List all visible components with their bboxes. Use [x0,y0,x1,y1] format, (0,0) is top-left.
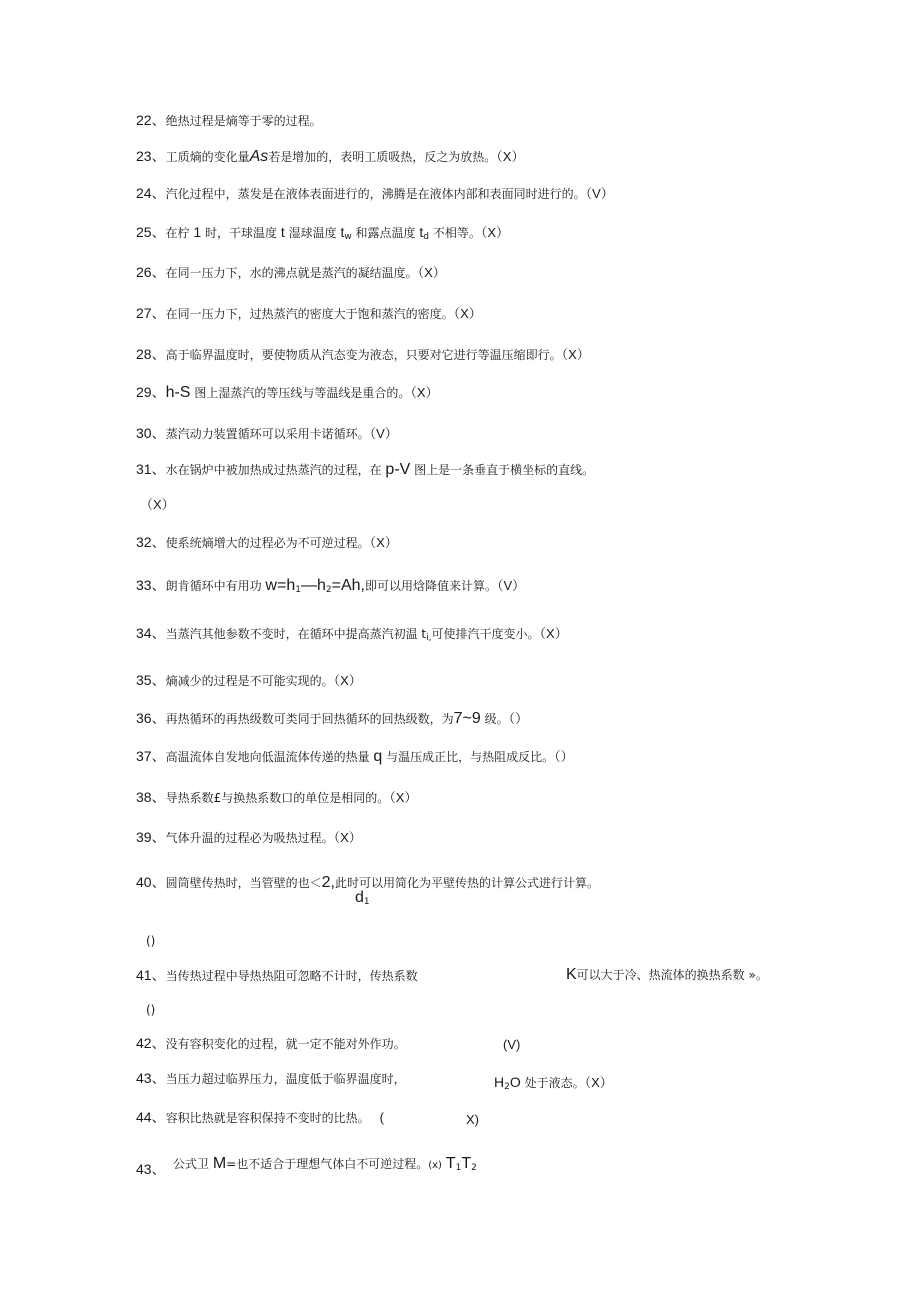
variable: q [373,748,383,765]
subscript: i, [426,633,432,643]
question-number: 44、 [136,1109,166,1125]
question-text-cont: 可以大于冷、热流体的换热系数 »。 [576,968,768,982]
variable: K [566,966,577,983]
question-text: 公式卫 [173,1157,210,1171]
question-number: 32、 [136,534,166,550]
question-number: 36、 [136,710,166,726]
question-number: 25、 [136,224,166,240]
answer-mark: （X） [584,1075,613,1090]
question-number: 42、 [136,1035,166,1051]
question-text: 水在锅炉中被加热成过热蒸汽的过程，在 [165,463,382,477]
question-text-cont: 和露点温度 [355,226,416,240]
question-text-cont: 时，干球温度 [205,226,278,240]
question-23 [136,147,524,166]
question-30 [136,424,398,443]
variable: T [461,1155,472,1172]
question-43 [136,1069,406,1088]
question-number: 29、 [136,384,166,400]
answer-41 [146,1001,155,1019]
question-42 [136,1034,406,1053]
question-text: 圆筒壁传热时，当管壁的也＜ [165,876,322,890]
answer-mark: () [146,934,156,948]
question-25 [136,223,509,246]
question-text: 在同一压力下，过热蒸汽的密度大于饱和蒸汽的密度。 [165,307,454,321]
question-27 [136,304,482,323]
question-35 [136,671,362,690]
answer-42 [503,1036,520,1054]
answer-mark: （） [508,711,529,726]
variable: h-S [165,384,191,401]
variable: 2, [321,874,335,891]
answer-mark-open: ( [379,1110,384,1125]
answer-mark: （X） [539,626,568,641]
question-text: 汽化过程中，蒸发是在液体表面进行的，沸腾是在液体内部和表面同时进行的。 [165,187,586,201]
variable: As [249,148,269,165]
answer-44 [466,1111,479,1129]
question-text: 朗肯循环中有用功 [165,579,262,593]
question-text: 导热系数£与换热系数口的单位是相同的。 [165,791,390,805]
answer-mark: （X） [333,830,362,845]
question-text: 高于临界温度时，要使物质从汽态变为液态，只要对它进行等温压缩即行。 [165,348,562,362]
answer-mark: (x) [428,1160,442,1171]
question-text-cont: 与温压成正比，与热阻成反比。 [386,750,555,764]
question-24 [136,184,614,203]
answer-mark: （V） [585,186,614,201]
question-43-cont [494,1073,613,1096]
question-text: 容积比热就是容积保持不变时的比热。 [165,1111,370,1125]
answer-mark: （V） [369,426,398,441]
question-number: 38、 [136,789,166,805]
question-22 [136,111,322,130]
subscript: 2 [325,585,332,595]
answer-31 [140,496,175,514]
question-number: 24、 [136,185,166,201]
variable: O [509,1074,521,1090]
formula: =Ah, [331,577,365,594]
question-36 [136,709,528,728]
question-text: 使系统熵增大的过程必为不可逆过程。 [165,536,370,550]
subscript: 1 [295,585,301,595]
question-text: 当传热过程中导热热阻可忽略不计时，传热系数 [165,969,418,983]
subscript: w [344,232,352,242]
formula: w=h [265,577,296,594]
variable: t [280,224,285,240]
question-text-cont: 即可以用焓降值来计算。 [364,579,497,593]
question-34 [136,624,568,647]
question-number: 23、 [136,148,166,164]
question-text-cont: 图上是一条垂直于横坐标的直线。 [414,463,595,477]
question-text: 再热循环的再热级数可类同于回热循环的回热级数，为 [165,712,454,726]
variable: 7~9 [453,710,481,727]
question-text: 气体升温的过程必为吸热过程。 [165,831,334,845]
question-39 [136,828,362,847]
question-28 [136,345,590,364]
answer-mark: （X） [561,347,590,362]
answer-mark: (V) [503,1037,521,1052]
question-text-cont: 级。 [484,712,509,726]
answer-mark: （X） [140,497,175,512]
question-number: 35、 [136,672,166,688]
question-44 [136,1108,384,1127]
variable: t [419,224,424,240]
subscript: 2 [504,1082,510,1092]
variable: p-V [385,461,411,478]
question-29 [136,383,439,402]
variable: H [494,1074,505,1090]
subscript: 1 [455,1163,462,1173]
question-38 [136,788,417,807]
question-text: 当压力超过临界压力，温度低于临界温度时， [165,1072,406,1086]
subscript: 2 [471,1163,477,1173]
subscript: d [423,232,429,242]
question-text-cont: 不相等。 [432,226,481,240]
question-31 [136,460,594,479]
question-33 [136,576,525,599]
question-number: 28、 [136,346,166,362]
question-text: 蒸汽动力装置循环可以采用卡诺循环。 [165,427,370,441]
question-number: 41、 [136,967,166,983]
question-text: 当蒸汽其他参数不变时，在循环中提高蒸汽初温 [165,627,418,641]
question-number: 37、 [136,748,166,764]
question-37 [136,747,574,766]
question-text: 高温流体自发地向低温流体传递的热量 [165,750,370,764]
answer-mark: （V） [496,578,526,593]
question-text: 熵减少的过程是不可能实现的。 [165,674,334,688]
answer-mark: （） [554,749,574,764]
answer-mark: () [146,1003,156,1017]
question-text: 工质熵的变化量 [165,150,250,164]
question-41-cont [566,966,768,984]
question-number: 30、 [136,425,166,441]
answer-mark: （X） [333,673,362,688]
question-text-cont: 湿球温度 [288,226,337,240]
question-43b-body [173,1155,477,1177]
question-number: 43、 [136,1070,166,1086]
answer-mark: （X） [496,149,525,164]
question-text: 在同一压力下，水的沸点就是蒸汽的凝结温度。 [165,266,418,280]
subscript: 1 [363,897,370,907]
answer-mark: （X） [410,385,439,400]
question-number: 34、 [136,625,166,641]
value: 1 [193,224,202,240]
question-number: 26、 [136,264,166,280]
answer-mark: （X） [453,306,482,321]
denominator-40 [355,889,370,911]
question-text-cont: 处于液态。 [524,1076,585,1090]
question-text-cont: 若是增加的，表明工质吸热，反之为放热。 [268,150,497,164]
question-number: 27、 [136,305,166,321]
question-text: 没有容积变化的过程，就一定不能对外作功。 [165,1037,406,1051]
question-number: 22、 [136,112,166,128]
question-43b [136,1160,166,1179]
variable: t [421,627,427,641]
question-number: 31、 [136,461,166,477]
answer-mark: （X） [369,535,398,550]
variable: M [212,1155,227,1172]
answer-mark: （X） [480,225,510,240]
question-text-cont: 可使排汽干度变小。 [431,627,540,641]
question-41 [136,966,418,985]
variable: T [445,1155,456,1172]
question-text: 绝热过程是熵等于零的过程。 [165,114,322,128]
question-text-cont: 此时可以用简化为平壁传热的计算公式进行计算。 [334,876,599,890]
answer-40 [146,932,155,950]
question-32 [136,533,398,552]
question-text: 图上湿蒸汽的等压线与等温线是重合的。 [194,386,411,400]
question-text: 在柠 [165,226,190,240]
question-text-cont: =也不适合于理想气体白不可逆过程。 [226,1157,429,1171]
answer-mark-close: X) [466,1112,479,1127]
formula: —h [300,577,326,594]
question-26 [136,263,446,282]
answer-mark: （X） [417,265,446,280]
question-number: 40、 [136,874,166,890]
denominator: d [355,889,364,906]
question-number: 43、 [136,1161,166,1177]
variable: t [340,224,345,240]
question-number: 39、 [136,829,166,845]
answer-mark: （X） [389,790,418,805]
question-number: 33、 [136,577,166,593]
